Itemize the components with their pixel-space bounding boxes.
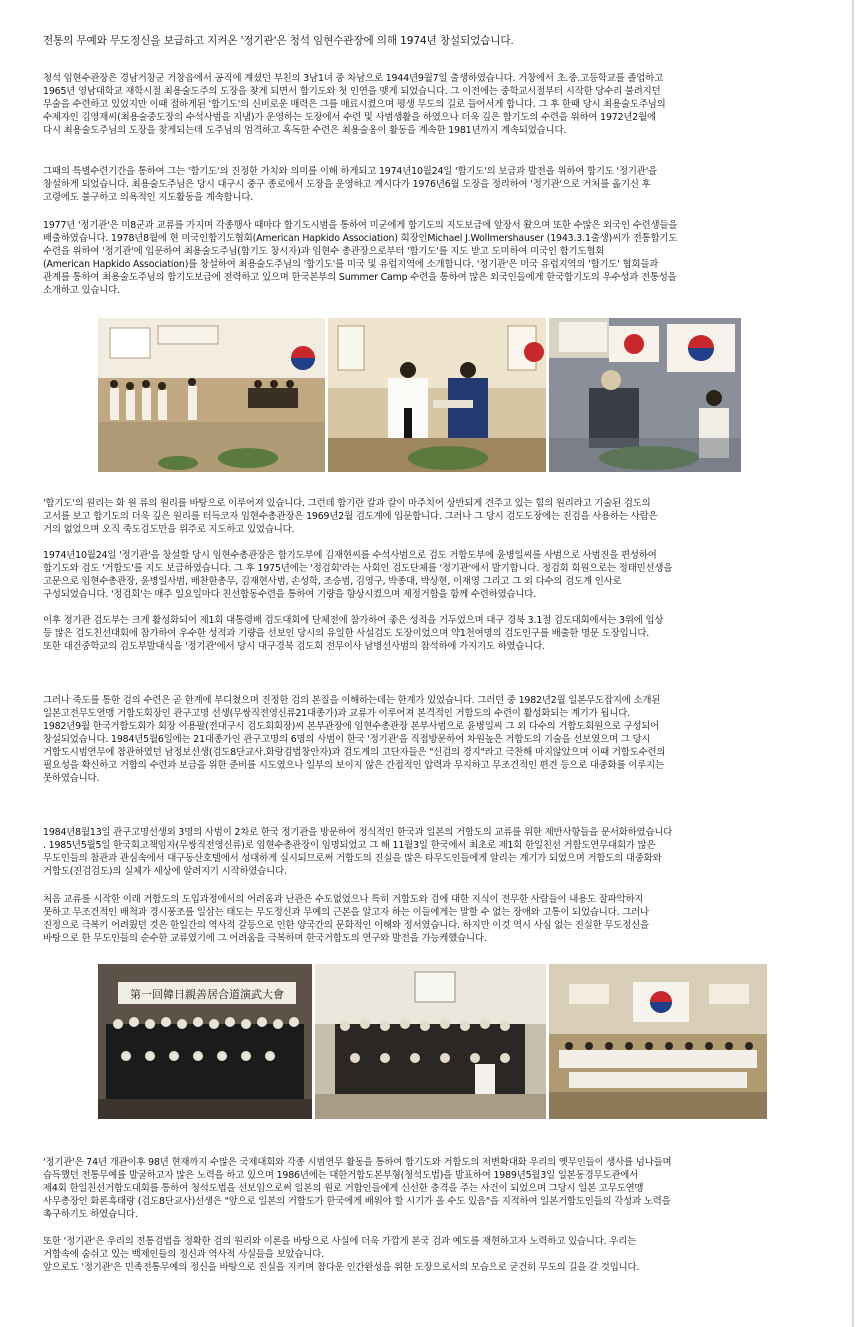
paragraph-international: 1977년 '정기관'은 미8군과 교류를 가지며 각종행사 때마다 합기도시범을 통하여 미군에게 합기도의 지도보급에 앞장서 왔으며 또한 수많은 외국인 수련생들을 배출하였습니다. 1978년8월에 현 미국인합기도협회(American Hapkido Association) 회장인Michael J.Wollmershauser (1943.3.1출생)씨가 전통합기도 수련을 위하여 '정기관'에 입문하여 최용술도주님(합기도 창시자)과 임현수 총관장으로부터 '합기도'를 지도 받고 도미하여 미국인 합기도협회 (American Hapkido Association)를 창설하여 최용술도주님의 '합기도'를 미국 및 유럽지역에 소개합니다. '정기관'은 미국 유럽지역의 '합기도' 협회들과 관계를 통하여 최용술도주님의 합기도보급에 전력하고 있으며 한국본부의 Summer Camp 수련을 통하여 많은 외국인들에게 한국합기도의 우수성과 전통성을 소개하고 있습니다. (43, 220, 678, 296)
paragraph-achievements: '정기관'은 74년 개관이후 98년 현재까지 수많은 국제대회와 각종 시범연무 활동을 통하여 합기도와 거합도의 저변확대화 우리의 옛무인들이 생사를 넘나들며 습득했던 전통무예를 발굴하고자 많은 노력을 하고 있으며 1986년에는 대한거합도본부형(청석도법)을 발표하여 1989년5월3일 일본동경무도관에서 제4회 한일친선거합도대회를 통하여 청석도법을 선보임으로써 일본의 원로 거합인들에게 신선한 충격을 주는 사건이 되었으며 그당시 일본 고무도연맹 사무총장인 화론흑태랑 (검도8단교사)선생은 "앞으로 일본의 거합도가 한국에게 배워야 할 시기가 올 수도 있음"을 지적하여 일본거합도인들의 각성과 노력을 촉구하기도 하였습니다. (43, 1157, 672, 1220)
paragraph-iaido-exchange: 그러나 죽도를 통한 검의 수련은 곧 한계에 부디쳤으며 진정한 검의 본질을 이해하는데는 한계가 있었습니다. 그러던 중 1982년2월 일본무도잡지에 소개된 일본고전무도연맹 거합도회장인 관구고명 선생(무쌍직전영신류21대종가)과 교류가 이루어져 본격적인 거합도의 수련이 활성화되는 계기가 됩니다. 1982년9월 한국거합도회가 회장 이용팔(전대구시 검도회회장)씨 본부관장에 임현수총관장 본부사범으로 윤병일씨 그 외 다수의 거합도회원으로 구성되어 창설되었습니다. 1984년5월6일에는 21대종가인 관구고명의 6명의 사범이 한국 '정기관'을 직접방문하여 차원높은 거합도의 기술을 선보였으며 그 당시 거합도시범연무에 참관하였던 남정보선생(검도8단교사.화랑검법창안자)과 검도계의 고단자들은 "신검의 경지"라고 극찬해 마지않았으며 이때 거합도수련의 필요성을 확신하고 거합의 수련과 보급을 위한 준비를 시도였으나 일부의 보이지 않은 간접적인 압력과 무지하고 무조건적인 편견 등으로 대중화를 이루지는 못하였습니다. (43, 695, 666, 784)
paragraph-principle: '합기도'의 원리는 화 원 류의 원리를 바탕으로 이루어져 있습니다. 그런데 합기란 칼과 칼이 마주치어 상반되게 견주고 있는 힘의 원리라고 기술된 검도의 고서를 보고 합기도의 더욱 깊은 원리를 터득코자 임현수총관장은 1969년2월 검도계에 입문합니다. 그러나 그 당시 검도도장에는 진검을 사용하는 사람은 거의 없었으며 오직 죽도검도만을 위주로 지도하고 있었습니다. (43, 498, 658, 535)
right-border-line (852, 0, 854, 1327)
photo-row-1 (98, 318, 741, 472)
photo-hall-group (549, 964, 767, 1119)
paragraph-founding: 그때의 특별수련기간을 통하여 그는 '합기도'의 진정한 가치와 의미를 이해 하게되고 1974년10월24일 '합기도'의 보급과 발전을 위하여 합기도 '정기관'을 창설하게 되었습니다. 최용술도주님은 당시 대구시 중구 종로에서 도장을 운영하고 계시다가 1976년6월 도장을 정리하여 '정기관'으로 거처를 옮기신 후 고령에도 불구하고 의욕적인 지도활동을 계속합니다. (43, 166, 658, 203)
paragraph-kendo-achievements: 이후 정기관 검도부는 크게 활성화되어 제1회 대통령배 검도대회에 단체전에 참가하여 좋은 성적을 거두었으며 대구 경북 3.1절 검도대회에서는 3위에 입상 등 많은 검도친선대회에 참가하여 우수한 성적과 기량을 선보인 당시의 유일한 사설검도 도장이었으며 약1천여명의 검도인구를 배출한 명문 도장입니다. 또한 대건중학교의 검도부발대식을 '정기관'에서 당시 대구경북 검도회 전무이사 남병선사범의 참석하에 가지기도 하였습니다. (43, 615, 664, 652)
photo-tournament-group (98, 964, 312, 1119)
paragraph-difficulties: 처음 교류를 시작한 이래 거합도의 도입과정에서의 어려움과 난관은 수도없었으나 특히 거합도와 검에 대한 지식이 전무한 사람들이 내용도 잘파악하지 못하고 무조건적인 배척과 경시풍조를 일삼는 태도는 무도정신과 무예의 근본을 알고자 하는 이들에게는 말할 수 없는 장애와 고통이 되었습니다. 그러나 진정으로 극복키 어려웠던 것은 한일간의 역사적 갈등으로 인한 양국간의 문화적인 이해와 정서였습니다. 하지만 이것 역시 사심 없는 진실한 무도정신을 바탕으로 한 무도인들의 순수한 교류였기에 그 어려움을 극복하며 한국거합도의 연구와 발전을 가능케했습니다. (43, 894, 649, 944)
photo-row-2 (98, 964, 767, 1119)
banner-text: 第一回韓日親善居合道演武大會 (130, 988, 284, 1001)
photo-speech-flags (549, 318, 741, 472)
paragraph-future: 또한 '정기관'은 우리의 전통검법을 정확한 검의 원리와 이론을 바탕으로 사실에 더욱 가깝게 본국 검과 예도를 재현하고자 노력하고 있습니다. 우리는 거합속에 숨쉬고 있는 백제인들의 정신과 역사적 사실들을 보았습니다. 앞으로도 '정기관'은 민족전통무예의 정신을 바탕으로 진실을 지키며 참다운 인간완성을 위한 도장으로서의 모습으로 굳건히 무도의 길을 갈 것입니다. (43, 1236, 640, 1273)
photo-ceremony-hall (98, 318, 325, 472)
paragraph-1984-visit: 1984년8월13일 관구고명선생외 3명의 사범이 2차로 한국 정기관을 방문하여 정식적인 한국과 일본의 거합도의 교류를 위한 제반사항들을 문서화하였습니다 . 1985년5월5일 한국회고책임자(무쌍직전영신류)로 임현수총관장이 임명되었고 그 해 11월3일 한국에서 최초로 제1회 한일친선 거합도연무대회가 많은 무도인들의 참관과 관심속에서 대구동산호텔에서 성대하게 실시되므로써 거합도의 진실을 많은 타무도인들에게 알리는 계기가 되었으며 거합도의 대중화와 거합도(진검검도)의 실체가 세상에 알려지기 시작하였습니다. (43, 827, 673, 877)
photo-award-presentation (328, 318, 546, 472)
paragraph-kendo-club: 1974년10월24일 '정기관'을 창설할 당시 임현수총관장은 합기도부에 김재현씨를 수석사범으로 검도 거합도부에 윤병일씨를 사범으로 사범진을 편성하여 합기도와 검도 '거합도'를 지도 보급하였습니다. 그 후 1975년에는 '정검회'라는 사회인 검도단체를 '정기관'에서 발기합니다. 정검회 회원으로는 정태민선생을 고문으로 임현수총관장, 윤병일사범, 배찬한총무, 김재현사범, 손성학, 조승범, 김영구, 박종대, 박상현, 이재영 그리고 그 외 다수의 검도계 인사로 구성되었습니다. '정검회'는 매주 일요일마다 친선합동수련을 통하여 기량을 향상시켰으며 제정거합을 함께 수련하였습니다. (43, 550, 673, 600)
paragraph-founder-bio: 청석 임현수관장은 경남거창군 거창읍에서 공직에 계셨던 부친의 3남1녀 중 차남으로 1944년9월7일 출생하였습니다. 거창에서 초.중.고등학교를 졸업하고 1965년 영남대학교 재학시절 최용술도주의 도장을 찾게 되면서 합기도와 첫 인연을 맺게 되었습니다. 그 이전에는 중학교시절부터 시작한 당수리 불려지던 무술을 수련하고 있었지만 이때 접하게된 '합기도'의 신비로운 매력은 그를 매료시켰으며 평생 무도의 길로 들어서게 합니다. 그 후 한때 당시 최용술도주님의 수제자인 김영재씨(최용술중도장의 수석사범을 지냄)가 운영하는 도장에서 수련 및 사범생활을 하였으나 더욱 깊은 합기도의 수련을 위하여 1972년2월에 다시 최용술도주님의 도장을 찾게되는데 도주님의 엄격하고 혹독한 수련은 최용술옹이 활동을 계속한 1981년까지 계속되었습니다. (43, 73, 666, 136)
photo-dojo-group (315, 964, 546, 1119)
intro-sentence: 전통의 무예와 무도정신을 보급하고 지켜온 '정기관'은 청석 임현수관장에 의해 1974년 창설되었습니다. (43, 35, 514, 47)
